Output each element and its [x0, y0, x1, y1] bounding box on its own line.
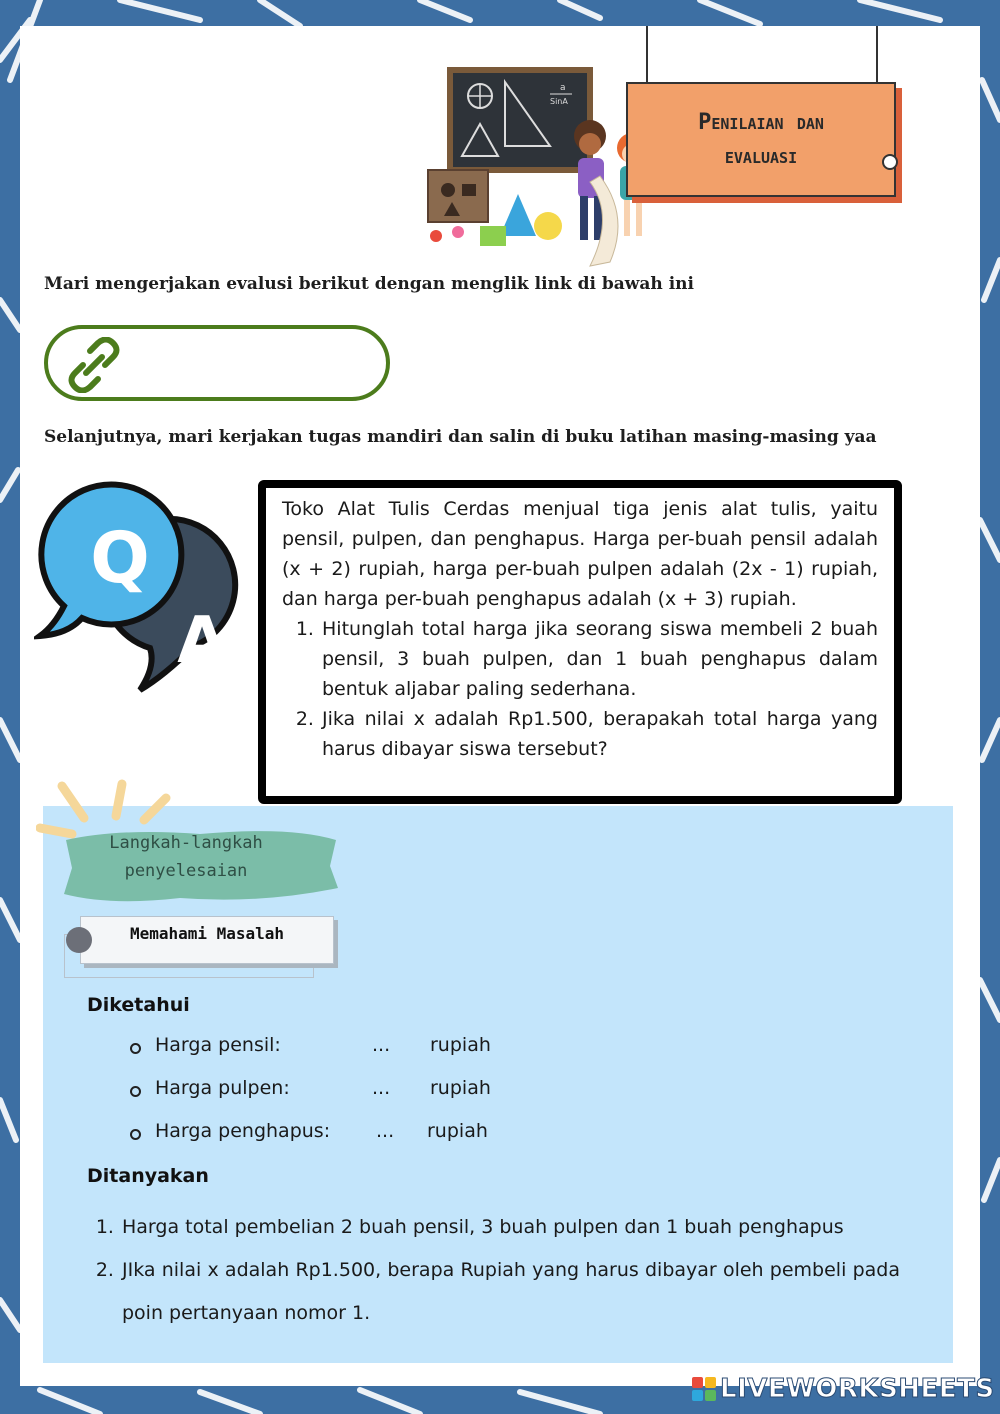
- liveworksheets-watermark: [692, 1374, 995, 1404]
- steps-title: Langkah-langkah penyelesaian: [109, 833, 263, 881]
- known-item-unit: rupiah: [430, 1077, 491, 1099]
- title-banner: [626, 82, 896, 197]
- task-instruction: Selanjutnya, mari kerjakan tugas mandiri dan salin di buku latihan masing-masing yaa: [44, 427, 877, 447]
- circle-bullet-icon: [130, 1043, 141, 1054]
- known-item-unit: rupiah: [430, 1034, 491, 1056]
- known-item-unit: rupiah: [427, 1120, 488, 1142]
- qa-a-text: A: [177, 604, 227, 678]
- qa-icon: [34, 476, 264, 706]
- step1-label: Memahami Masalah: [129, 924, 285, 943]
- title-banner-wrapper: [626, 26, 916, 226]
- asked-heading: Ditanyakan: [87, 1165, 209, 1187]
- worksheet-page: [20, 26, 980, 1386]
- banner-string-right: [876, 26, 878, 84]
- known-item-value: ...: [372, 1034, 391, 1056]
- circle-bullet-icon: [130, 1129, 141, 1140]
- question-item: 2. Jika nilai x adalah Rp1.500, berapakah total harga yang harus dibayar siswa tersebut?: [320, 704, 878, 764]
- question-item: 1. Hitunglah total harga jika seorang siswa membeli 2 buah pensil, 3 buah pulpen, dan 1 buah penghapus dalam bentuk aljabar paling sederhana.: [320, 614, 878, 704]
- evaluation-link-field[interactable]: [44, 325, 390, 401]
- watermark-text: LIVEWORKSHEETS: [720, 1374, 995, 1404]
- known-heading: Diketahui: [87, 994, 190, 1016]
- svg-text:SinA: SinA: [550, 97, 568, 106]
- qa-q-text: Q: [90, 517, 150, 599]
- known-list: [130, 1034, 630, 1163]
- circle-bullet-icon: [130, 1086, 141, 1097]
- pin-icon: [882, 154, 898, 170]
- known-item-name: Harga pulpen:: [155, 1077, 290, 1099]
- question-box: [258, 480, 902, 804]
- link-icon[interactable]: [66, 337, 122, 393]
- known-item-value: ...: [376, 1120, 395, 1142]
- asked-item: 2. JIka nilai x adalah Rp1.500, berapa Rupiah yang harus dibayar oleh pembeli pada poin pertanyaan nomor 1.: [120, 1249, 900, 1335]
- question-list: [282, 614, 878, 764]
- evaluation-instruction: Mari mengerjakan evalusi berikut dengan menglik link di bawah ini: [44, 274, 694, 294]
- banner-title-line2: evaluasi: [724, 143, 798, 169]
- known-item-name: Harga pensil:: [155, 1034, 281, 1056]
- banner-string-left: [646, 26, 648, 84]
- known-item-value: ...: [372, 1077, 391, 1099]
- known-item: [130, 1120, 630, 1163]
- asked-list: [100, 1206, 900, 1335]
- asked-item: 1. Harga total pembelian 2 buah pensil, 3 buah pulpen dan 1 buah penghapus: [120, 1206, 900, 1249]
- known-item-name: Harga penghapus:: [155, 1120, 331, 1142]
- svg-text:a: a: [560, 83, 566, 93]
- known-item: [130, 1077, 630, 1120]
- question-paragraph: Toko Alat Tulis Cerdas menjual tiga jenis alat tulis, yaitu pensil, pulpen, dan penghapus. Harga per-buah pensil adalah (x + 2) rupiah, harga per-buah pulpen adalah (2x - 1) rupiah, dan harga per-buah penghapus adalah (x + 3) rupiah.: [282, 498, 878, 610]
- banner-title-line1: Penilaian dan: [698, 109, 824, 135]
- known-item: [130, 1034, 630, 1077]
- liveworksheets-logo-icon: [692, 1377, 716, 1401]
